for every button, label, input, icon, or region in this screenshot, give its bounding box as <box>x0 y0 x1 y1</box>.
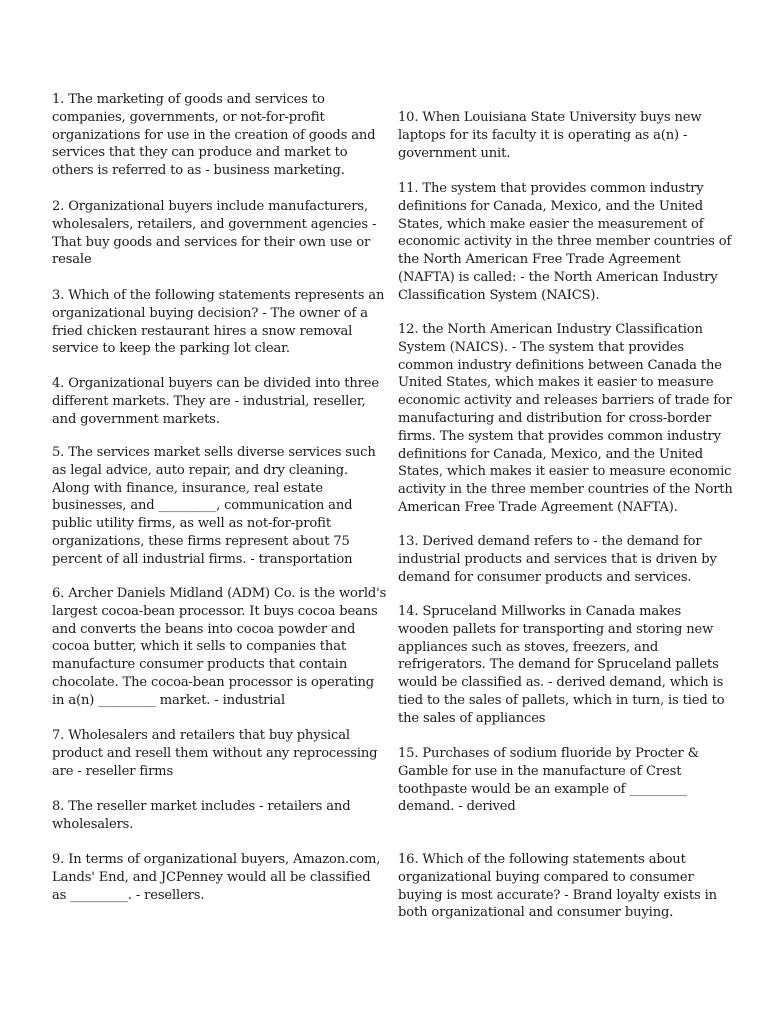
question-2: 2. Organizational buyers include manufacturers, wholesalers, retailers, and government agencies - That buy goods and services for their own use or resale <box>52 199 377 268</box>
question-9: 9. In terms of organizational buyers, Amazon.com, Lands' End, and JCPenney would all be classified as _________. - resellers. <box>52 852 381 903</box>
question-6: 6. Archer Daniels Midland (ADM) Co. is the world's largest cocoa-bean processor. It buys cocoa beans and converts the beans into cocoa powder and cocoa butter, which it sells to companies that manufacture consumer products that contain chocolate. The cocoa-bean processor is operating in a(n) _________ market. - industrial <box>52 586 387 708</box>
question-14: 14. Spruceland Millworks in Canada makes wooden pallets for transporting and storing new appliances such as stoves, freezers, and refrigerators. The demand for Spruceland pallets would be classified as. - derived demand, which is tied to the sales of pallets, which in turn, is tied to the sales of appliances <box>398 604 725 726</box>
question-8: 8. The reseller market includes - retailers and wholesalers. <box>52 799 351 832</box>
question-1: 1. The marketing of goods and services to companies, governments, or not-for-profit organizations for use in the creation of goods and services that they can produce and market to others is referred to as - business marketing. <box>52 92 376 179</box>
question-16: 16. Which of the following statements about organizational buying compared to consumer buying is most accurate? - Brand loyalty exists in both organizational and consumer buying. <box>398 852 717 921</box>
question-7: 7. Wholesalers and retailers that buy physical product and resell them without any reprocessing are - reseller firms <box>52 728 378 779</box>
question-11: 11. The system that provides common industry definitions for Canada, Mexico, and the United States, which make easier the measurement of economic activity in the three member countries of the North American Free Trade Agreement (NAFTA) is called: - the North American Industry Classification System (NAICS). <box>398 181 732 303</box>
question-3: 3. Which of the following statements represents an organizational buying decision? - The owner of a fried chicken restaurant hires a snow removal service to keep the parking lot clear. <box>52 288 385 357</box>
question-12: 12. the North American Industry Classification System (NAICS). - The system that provides common industry definitions between Canada the United States, which makes it easier to measure economic activity and releases barriers of trade for manufacturing and distribution for cross-border firms. The system that provides common industry definitions for Canada, Mexico, and the United States, which makes it easier to measure economic activity in the three member countries of the North American Free Trade Agreement (NAFTA). <box>398 322 733 515</box>
question-4: 4. Organizational buyers can be divided into three different markets. They are - industrial, reseller, and government markets. <box>52 376 379 427</box>
question-10: 10. When Louisiana State University buys new laptops for its faculty it is operating as a(n) - government unit. <box>398 110 702 161</box>
question-13: 13. Derived demand refers to - the demand for industrial products and services that is driven by demand for consumer products and services. <box>398 534 717 585</box>
question-15: 15. Purchases of sodium fluoride by Procter & Gamble for use in the manufacture of Crest toothpaste would be an example of _________ demand. - derived <box>398 746 700 815</box>
question-5: 5. The services market sells diverse services such as legal advice, auto repair, and dry cleaning. Along with finance, insurance, real estate businesses, and _________, communication and public utility firms, as well as not-for-profit organizations, these firms represent about 75 percent of all industrial firms. - transportation <box>52 445 376 567</box>
